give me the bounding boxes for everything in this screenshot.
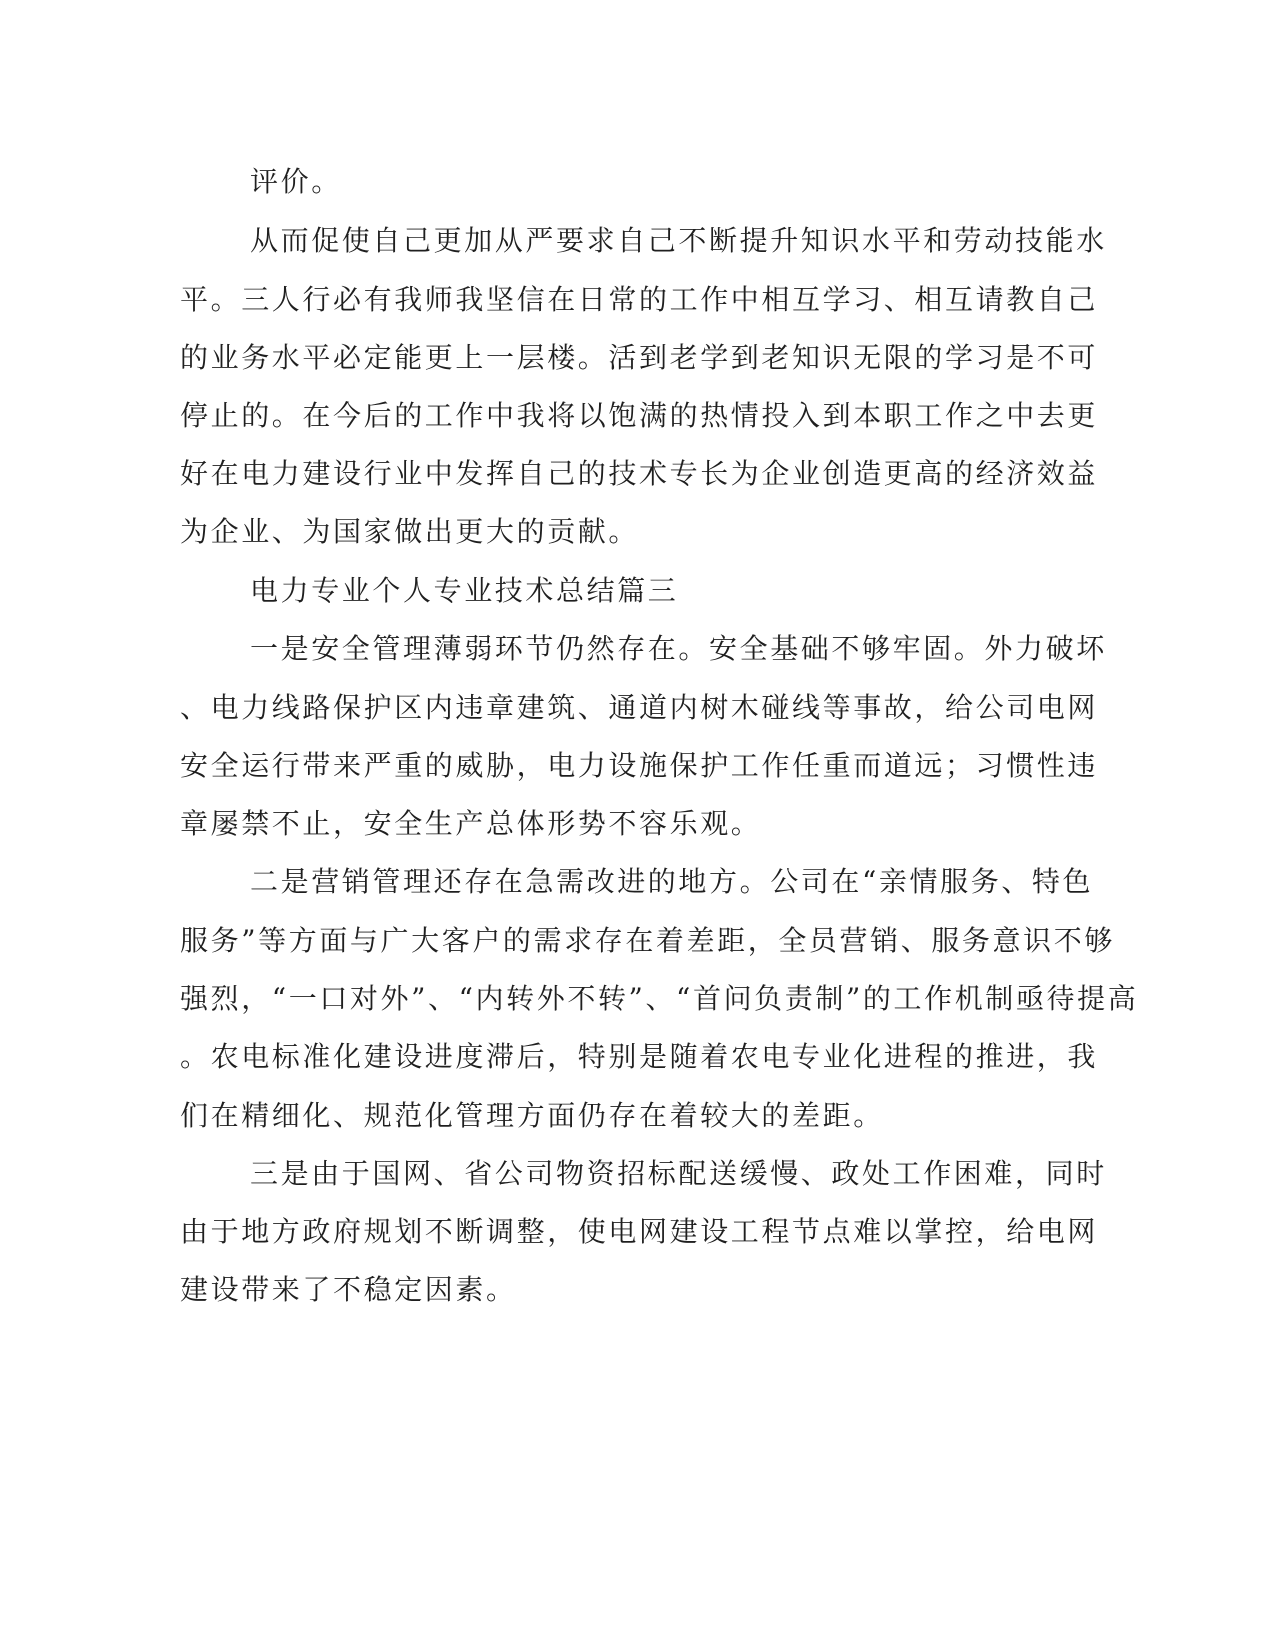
paragraph-text-line: 二是营销管理还存在急需改进的地方。公司在“亲情服务、特色 [250,865,1094,898]
paragraph-text-line: 建设带来了不稳定因素。 [180,1273,517,1306]
paragraph-text-line: 章屡禁不止，安全生产总体形势不容乐观。 [180,807,762,840]
paragraph-text-line: 好在电力建设行业中发挥自己的技术专长为企业创造更高的经济效益 [180,457,1099,490]
paragraph-text-line: 的业务水平必定能更上一层楼。活到老学到老知识无限的学习是不可 [180,341,1099,374]
paragraph-text-line: 由于地方政府规划不断调整，使电网建设工程节点难以掌控，给电网 [180,1215,1099,1248]
paragraph-text-line: 评价。 [250,165,342,198]
paragraph-text-line: 停止的。在今后的工作中我将以饱满的热情投入到本职工作之中去更 [180,399,1099,432]
paragraph-text-line: 为企业、为国家做出更大的贡献。 [180,515,640,548]
paragraph-text-line: 安全运行带来严重的威胁，电力设施保护工作任重而道远；习惯性违 [180,749,1099,782]
paragraph-text-line: 一是安全管理薄弱环节仍然存在。安全基础不够牢固。外力破坏 [250,632,1107,665]
paragraph-text-line: 从而促使自己更加从严要求自己不断提升知识水平和劳动技能水 [250,224,1107,257]
section-heading: 电力专业个人专业技术总结篇三 [250,574,679,607]
paragraph-text-line: 平。三人行必有我师我坚信在日常的工作中相互学习、相互请教自己 [180,283,1099,316]
paragraph-text-line: 。农电标准化建设进度滞后，特别是随着农电专业化进程的推进，我 [180,1040,1099,1073]
paragraph-text-line: 强烈，“一口对外”、“内转外不转”、“首问负责制”的工作机制亟待提高 [180,982,1139,1015]
paragraph-text-line: 、电力线路保护区内违章建筑、通道内树木碰线等事故，给公司电网 [180,691,1099,724]
paragraph-text-line: 们在精细化、规范化管理方面仍存在着较大的差距。 [180,1099,884,1132]
paragraph-text-line: 三是由于国网、省公司物资招标配送缓慢、政处工作困难，同时 [250,1157,1107,1190]
paragraph-text-line: 服务”等方面与广大客户的需求存在着差距，全员营销、服务意识不够 [180,924,1115,957]
